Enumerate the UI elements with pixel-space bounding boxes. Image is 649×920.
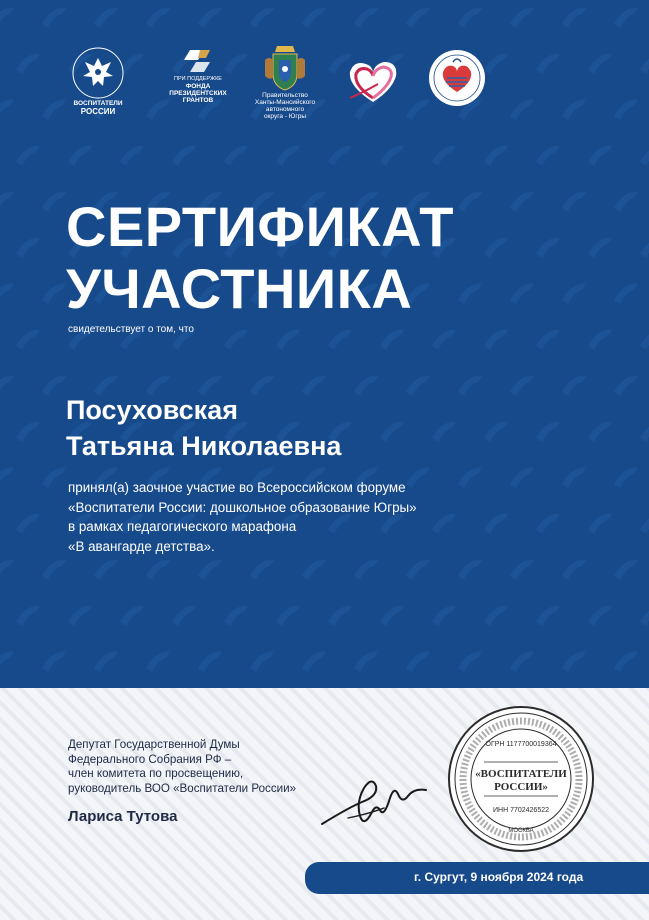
participation-description (68, 478, 417, 556)
logo2-caption-line2: ФОНДА (185, 83, 211, 90)
pattern-chevron (640, 606, 649, 626)
stamp-center-line1: «ВОСПИТАТЕЛИ (475, 768, 567, 780)
pattern-chevron (640, 238, 649, 258)
signer-position-line4: руководитель ВОО «Воспитатели России» (68, 781, 297, 795)
pattern-chevron (614, 192, 638, 212)
pattern-chevron (380, 606, 404, 626)
ugra-government-logo (244, 42, 326, 120)
pattern-chevron (302, 652, 326, 672)
pattern-chevron (536, 422, 560, 442)
pattern-chevron (16, 238, 40, 258)
pattern-chevron (0, 652, 14, 672)
pattern-chevron (224, 606, 248, 626)
pattern-chevron (0, 560, 14, 580)
logo3-caption-line1: Правительство (262, 92, 308, 99)
pattern-chevron (16, 330, 40, 350)
pattern-chevron (16, 606, 40, 626)
pattern-chevron (588, 514, 612, 534)
description-line1: принял(а) заочное участие во Всероссийском форуме (68, 480, 406, 495)
pattern-chevron (458, 652, 482, 672)
certificate-title (66, 196, 454, 320)
stamp-center-line2: РОССИИ» (494, 781, 548, 793)
recipient-surname: Посуховская (66, 395, 238, 425)
pattern-chevron (562, 192, 586, 212)
signer-position-line2: Федерального Собрания РФ – (68, 752, 232, 766)
recipient-name (66, 392, 341, 464)
pattern-chevron (614, 284, 638, 304)
pattern-chevron (484, 330, 508, 350)
stamp-ogrn: ОГРН 1177700019364 (485, 741, 557, 748)
pattern-chevron (614, 560, 638, 580)
pattern-chevron (16, 422, 40, 442)
pattern-chevron (458, 376, 482, 396)
logo2-caption-line4: ГРАНТОВ (182, 97, 214, 104)
signer-name: Лариса Тутова (68, 808, 178, 825)
pattern-chevron (562, 376, 586, 396)
pattern-chevron (510, 192, 534, 212)
date-place: г. Сургут, 9 ноября 2024 года (414, 870, 584, 884)
pattern-chevron (380, 146, 404, 166)
signer-position (68, 738, 296, 796)
pattern-chevron (276, 606, 300, 626)
vospitateli-rossii-logo (62, 46, 134, 116)
pattern-chevron (614, 468, 638, 488)
heart-logo (338, 58, 408, 106)
pattern-chevron (588, 146, 612, 166)
pattern-chevron (354, 560, 378, 580)
pattern-chevron (68, 146, 92, 166)
pattern-chevron (224, 330, 248, 350)
logo3-caption-line2: Ханты-Мансийского (254, 99, 316, 106)
pattern-chevron (198, 560, 222, 580)
pattern-chevron (250, 652, 274, 672)
pattern-chevron (484, 422, 508, 442)
presidential-grants-logo (158, 46, 238, 104)
pattern-chevron (510, 652, 534, 672)
pattern-chevron (432, 330, 456, 350)
pattern-chevron (0, 376, 14, 396)
description-line3: в рамках педагогического марафона (68, 519, 297, 534)
pattern-chevron (42, 284, 66, 304)
stamp-seal (446, 704, 596, 854)
logo3-caption-line3: автономного (265, 106, 305, 113)
title-line2: УЧАСТНИКА (66, 257, 413, 320)
pattern-chevron (42, 652, 66, 672)
pattern-chevron (120, 606, 144, 626)
lead-text: свидетельствует о том, что (68, 324, 194, 335)
pattern-chevron (510, 560, 534, 580)
logo2-caption-line1: ПРИ ПОДДЕРЖКЕ (174, 76, 222, 82)
pattern-chevron (562, 560, 586, 580)
pattern-chevron (536, 330, 560, 350)
pattern-chevron (640, 330, 649, 350)
pattern-chevron (328, 606, 352, 626)
stamp-inn: ИНН 7702426522 (492, 807, 550, 814)
heart-badge-icon (427, 48, 487, 108)
pattern-chevron (432, 422, 456, 442)
pattern-chevron (276, 146, 300, 166)
pattern-chevron (406, 376, 430, 396)
pattern-chevron (484, 514, 508, 534)
pattern-chevron (588, 238, 612, 258)
pattern-chevron (172, 606, 196, 626)
pattern-chevron (588, 330, 612, 350)
pattern-chevron (94, 652, 118, 672)
title-line1: СЕРТИФИКАТ (66, 195, 454, 258)
pattern-chevron (458, 284, 482, 304)
pattern-chevron (0, 192, 14, 212)
pattern-chevron (614, 376, 638, 396)
pattern-chevron (146, 652, 170, 672)
pattern-chevron (458, 468, 482, 488)
pattern-chevron (562, 652, 586, 672)
pattern-chevron (224, 146, 248, 166)
pattern-chevron (328, 146, 352, 166)
pattern-chevron (458, 192, 482, 212)
signer-position-line3: член комитета по просвещению, (68, 767, 244, 781)
stamp-city: МОСКВА (508, 828, 534, 834)
logo1-caption-line1: ВОСПИТАТЕЛИ (73, 100, 123, 107)
pattern-chevron (562, 468, 586, 488)
description-line4: «В авангарде детства». (68, 538, 215, 554)
handwritten-signature (318, 768, 438, 838)
logo3-caption-line4: округа - Югры (263, 113, 307, 120)
recipient-given-names: Татьяна Николаевна (66, 431, 342, 461)
pattern-chevron (484, 606, 508, 626)
pattern-chevron (354, 652, 378, 672)
pattern-chevron (0, 468, 14, 488)
pattern-chevron (42, 468, 66, 488)
pattern-chevron (588, 422, 612, 442)
pattern-chevron (432, 606, 456, 626)
pattern-chevron (42, 192, 66, 212)
heart-logo-icon (342, 58, 404, 106)
pattern-chevron (0, 284, 14, 304)
pattern-chevron (562, 284, 586, 304)
pattern-chevron (510, 284, 534, 304)
pattern-chevron (16, 146, 40, 166)
pattern-chevron (640, 514, 649, 534)
organization-stamp (446, 704, 596, 859)
pattern-chevron (484, 146, 508, 166)
pattern-chevron (146, 560, 170, 580)
logo1-caption-line2: РОССИИ (80, 107, 116, 116)
coat-of-arms-icon (263, 42, 307, 92)
pattern-chevron (432, 514, 456, 534)
pattern-chevron (250, 560, 274, 580)
pattern-chevron (16, 514, 40, 534)
pattern-chevron (640, 146, 649, 166)
logo-row (0, 0, 649, 140)
pattern-chevron (458, 560, 482, 580)
pattern-chevron (588, 606, 612, 626)
pattern-chevron (120, 146, 144, 166)
pattern-chevron (510, 376, 534, 396)
pattern-chevron (380, 422, 404, 442)
pattern-chevron (536, 606, 560, 626)
pattern-chevron (406, 652, 430, 672)
pattern-chevron (42, 560, 66, 580)
eagle-emblem-icon (69, 46, 127, 100)
pattern-chevron (614, 652, 638, 672)
pattern-chevron (432, 146, 456, 166)
pattern-chevron (354, 376, 378, 396)
presidential-grants-icon (184, 46, 212, 76)
logo2-caption-line3: ПРЕЗИДЕНТСКИХ (169, 90, 227, 97)
pattern-chevron (68, 606, 92, 626)
description-line2: «Воспитатели России: дошкольное образование Югры» (68, 499, 417, 515)
pattern-chevron (198, 652, 222, 672)
pattern-chevron (276, 330, 300, 350)
pattern-chevron (302, 560, 326, 580)
pattern-chevron (172, 146, 196, 166)
pattern-chevron (510, 468, 534, 488)
pattern-chevron (536, 146, 560, 166)
pattern-chevron (42, 376, 66, 396)
pattern-chevron (94, 560, 118, 580)
pattern-chevron (328, 330, 352, 350)
pattern-chevron (536, 514, 560, 534)
pattern-chevron (640, 422, 649, 442)
signer-position-line1: Депутат Государственной Думы (68, 738, 240, 751)
pattern-chevron (484, 238, 508, 258)
pattern-chevron (536, 238, 560, 258)
heart-badge-logo (418, 48, 496, 108)
pattern-chevron (380, 330, 404, 350)
pattern-chevron (406, 560, 430, 580)
